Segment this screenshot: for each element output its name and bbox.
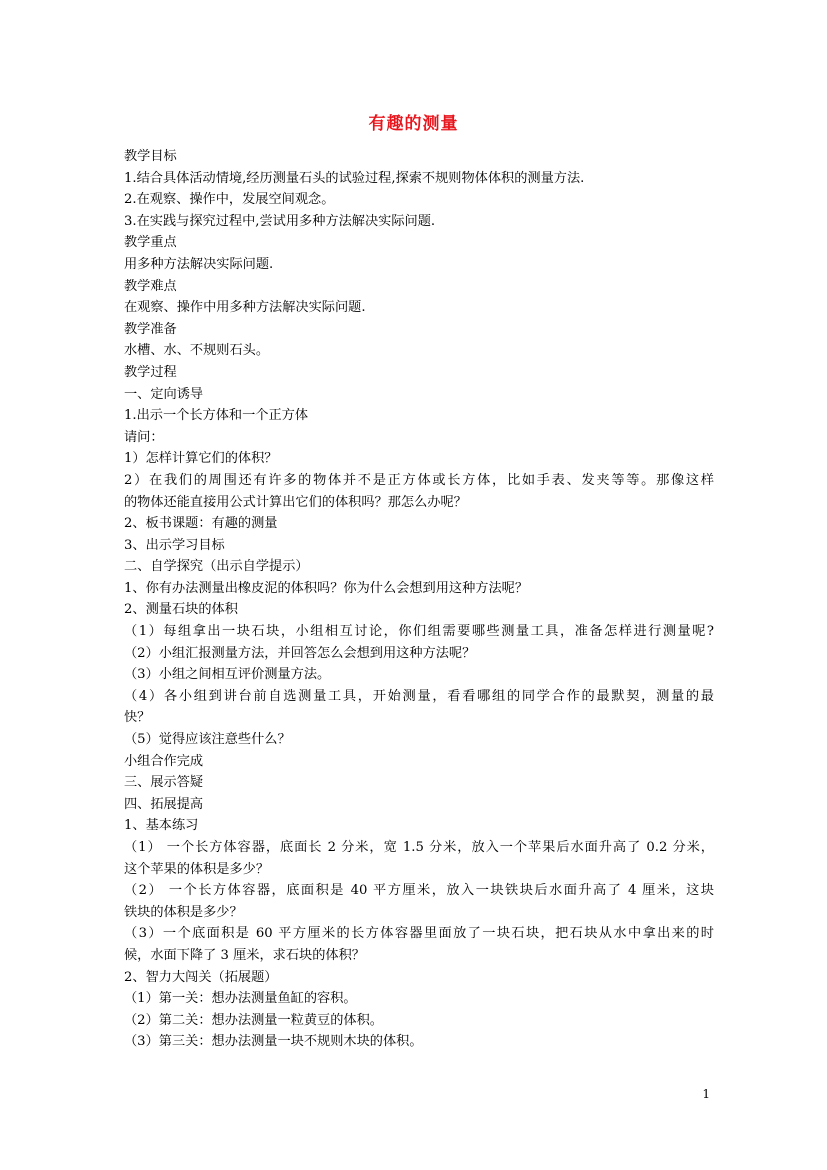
text-line: （3）第三关：想办法测量一块不规则木块的体积。 <box>124 1034 423 1050</box>
text-line: 四、拓展提高 <box>124 796 204 812</box>
text-line: 快？ <box>124 710 151 726</box>
text-line: 这个苹果的体积是多少？ <box>124 861 270 877</box>
text-line: 教学目标 <box>124 149 177 164</box>
text-line: 在观察、操作中用多种方法解决实际问题. <box>124 300 366 316</box>
text-line: 2、智力大闯关（拓展题） <box>124 969 278 985</box>
text-line: （1）每组拿出一块石块，小组相互讨论，你们组需要哪些测量工具，准备怎样进行测量呢? <box>124 624 714 640</box>
text-line: 2、板书课题：有趣的测量 <box>124 516 278 532</box>
text-line: 1.出示一个长方体和一个正方体 <box>124 408 309 424</box>
text-line: 水槽、水、不规则石头。 <box>124 343 270 359</box>
text-line: 2）在我们的周围还有许多的物体并不是正方体或长方体，比如手表、发夹等等。那像这样 <box>124 472 714 488</box>
text-line: 小组合作完成 <box>124 753 204 769</box>
text-line: （2） 一个长方体容器，底面积是 40 平方厘米，放入一块铁块后水面升高了 4 厘米，这块 <box>124 883 714 899</box>
text-line: 请问： <box>124 429 164 445</box>
text-line: （3）小组之间相互评价测量方法。 <box>124 667 331 683</box>
text-line: （4）各小组到讲台前自选测量工具，开始测量，看看哪组的同学合作的最默契，测量的最 <box>124 688 714 704</box>
text-line: 教学重点 <box>124 235 177 251</box>
text-line: 候，水面下降了 3 厘米，求石块的体积？ <box>124 947 365 963</box>
text-line: 3.在实践与探究过程中,尝试用多种方法解决实际问题. <box>124 213 436 229</box>
text-line: 教学准备 <box>124 321 177 337</box>
text-line: 2.在观察、操作中，发展空间观念。 <box>124 192 335 208</box>
text-line: 教学难点 <box>124 278 177 294</box>
text-line: 1、基本练习 <box>124 818 199 834</box>
text-line: 的物体还能直接用公式计算出它们的体积吗？那怎么办呢？ <box>124 494 467 510</box>
text-line: 教学过程 <box>124 364 177 380</box>
text-line: 三、展示答疑 <box>124 775 204 791</box>
text-line: 一、定向诱导 <box>124 386 204 402</box>
text-line: 3、出示学习目标 <box>124 537 225 553</box>
text-line: 1、你有办法测量出橡皮泥的体积吗？你为什么会想到用这种方法呢？ <box>124 580 529 596</box>
text-line: （2）第二关：想办法测量一粒黄豆的体积。 <box>124 1012 383 1028</box>
document-body <box>124 146 714 1053</box>
text-line: 铁块的体积是多少？ <box>124 904 243 920</box>
text-line: （1）第一关：想办法测量鱼缸的容积。 <box>124 991 357 1007</box>
text-line: 1）怎样计算它们的体积？ <box>124 451 278 467</box>
text-line: 用多种方法解决实际问题. <box>124 256 274 272</box>
text-line: （1） 一个长方体容器，底面长 2 分米，宽 1.5 分米，放入一个苹果后水面升高了 0.2 分米， <box>124 840 714 855</box>
document-title: 有趣的测量 <box>368 114 459 134</box>
text-line: 1.结合具体活动情境,经历测量石头的试验过程,探索不规则物体体积的测量方法. <box>124 170 585 186</box>
page-number: 1 <box>702 1087 710 1101</box>
text-line: 2、测量石块的体积 <box>124 602 238 618</box>
text-line: （2）小组汇报测量方法，并回答怎么会想到用这种方法呢？ <box>124 645 476 661</box>
text-line: （3）一个底面积是 60 平方厘米的长方体容器里面放了一块石块，把石块从水中拿出来的时 <box>124 926 714 942</box>
text-line: （5）觉得应该注意些什么？ <box>124 732 291 748</box>
text-line: 二、自学探究（出示自学提示） <box>124 559 309 575</box>
